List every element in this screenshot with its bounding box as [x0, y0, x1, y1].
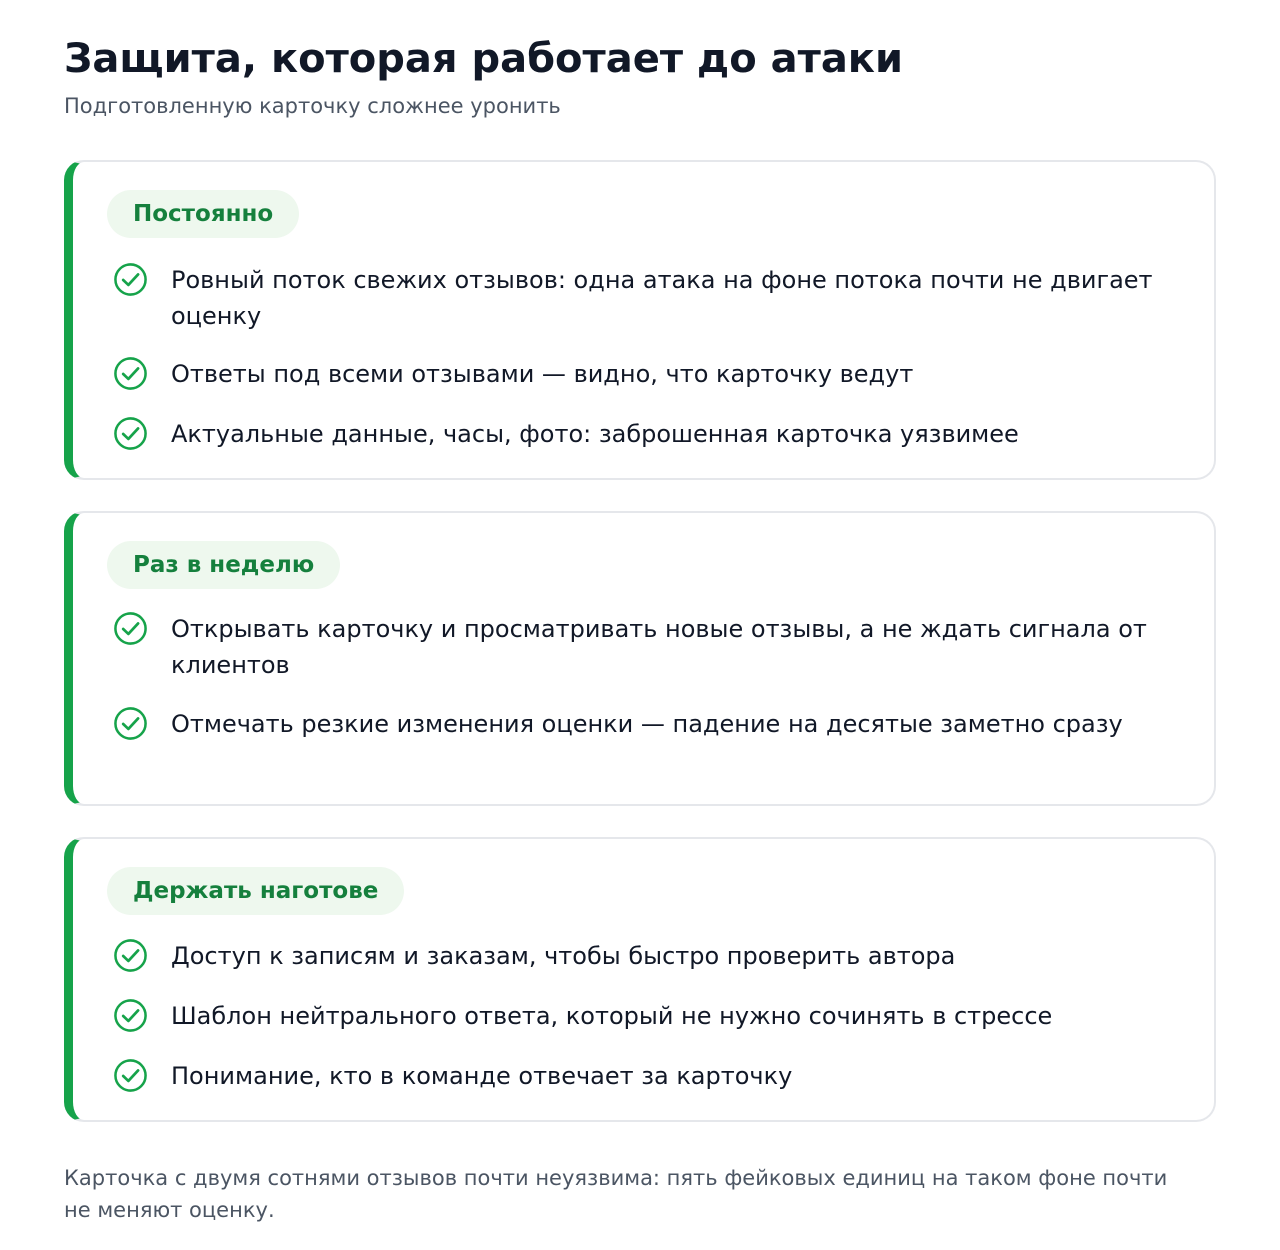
check-circle-icon	[113, 416, 148, 451]
check-circle-icon	[113, 938, 148, 973]
section-card-weekly	[64, 511, 1216, 806]
check-circle-icon	[113, 1058, 148, 1093]
page-title: Защита, которая работает до атаки	[64, 36, 903, 82]
check-circle-icon	[113, 706, 148, 741]
check-circle-icon	[113, 262, 148, 297]
list-item-text: Доступ к записям и заказам, чтобы быстро проверить автора	[171, 942, 956, 970]
section-card-constantly	[64, 160, 1216, 480]
section-label-weekly: Раз в неделю	[107, 541, 340, 589]
list-item-text: Отмечать резкие изменения оценки — падение на десятые заметно сразу	[171, 710, 1123, 738]
page-subtitle: Подготовленную карточку сложнее уронить	[64, 94, 561, 118]
list-item-text: Ответы под всеми отзывами — видно, что карточку ведут	[171, 360, 914, 388]
check-circle-icon	[113, 998, 148, 1033]
list-item-text: Понимание, кто в команде отвечает за карточку	[171, 1062, 793, 1090]
list-item-text: Открывать карточку и просматривать новые отзывы, а не ждать сигнала от клиентов	[171, 615, 1147, 679]
section-label-constantly: Постоянно	[107, 190, 299, 238]
list-item-text: Шаблон нейтрального ответа, который не нужно сочинять в стрессе	[171, 1002, 1053, 1030]
check-circle-icon	[113, 356, 148, 391]
section-label-ready: Держать наготове	[107, 867, 404, 915]
list-item-text: Ровный поток свежих отзывов: одна атака на фоне потока почти не двигает оценку	[171, 266, 1153, 330]
footnote: Карточка с двумя сотнями отзывов почти неуязвима: пять фейковых единиц на таком фоне почти не меняют оценку.	[64, 1166, 1168, 1222]
list-item-text: Актуальные данные, часы, фото: заброшенная карточка уязвимее	[171, 420, 1019, 448]
section-card-ready	[64, 837, 1216, 1122]
check-circle-icon	[113, 611, 148, 646]
